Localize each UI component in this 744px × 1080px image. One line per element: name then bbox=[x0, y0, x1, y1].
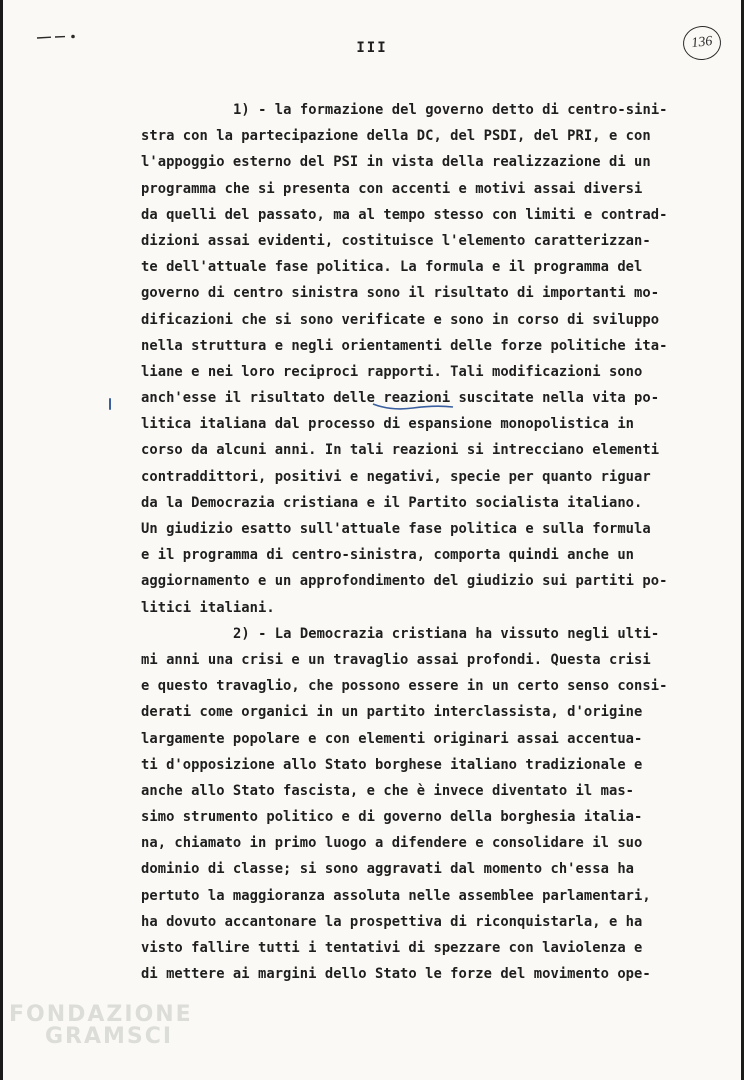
text-line: aggiornamento e un approfondimento del giudizio sui partiti po- bbox=[141, 573, 668, 590]
text-line: da quelli del passato, ma al tempo stesso con limiti e contrad- bbox=[141, 206, 668, 223]
text-line: pertuto la maggioranza assoluta nelle assemblee parlamentari, bbox=[141, 887, 651, 904]
text-line: contraddittori, positivi e negativi, specie per quanto riguar bbox=[141, 468, 651, 485]
text-line: e il programma di centro-sinistra, comporta quindi anche un bbox=[141, 547, 635, 564]
text-line: governo di centro sinistra sono il risultato di importanti mo- bbox=[141, 285, 660, 302]
text-line: litici italiani. bbox=[141, 599, 275, 616]
text-line: visto fallire tutti i tentativi di spezzare con laviolenza e bbox=[141, 940, 643, 956]
text-line: na, chiamato in primo luogo a difendere e consolidare il suo bbox=[141, 835, 643, 852]
text-line: nella struttura e negli orientamenti delle forze politiche ita- bbox=[141, 337, 668, 354]
text-line: anch'esse il risultato delle reazioni suscitate nella vita po- bbox=[141, 390, 660, 407]
text-line: litica italiana dal processo di espansione monopolistica in bbox=[141, 416, 635, 433]
text-line: da la Democrazia cristiana e il Partito socialista italiano. bbox=[141, 494, 643, 511]
text-line: ti d'opposizione allo Stato borghese italiano tradizionale e bbox=[141, 756, 643, 773]
margin-tick-mark bbox=[109, 398, 111, 410]
text-line: dizioni assai evidenti, costituisce l'elemento caratterizzan- bbox=[141, 232, 651, 249]
text-line: dominio di classe; si sono aggravati dal momento ch'essa ha bbox=[141, 861, 635, 878]
text-line: dificazioni che si sono verificate e sono in corso di sviluppo bbox=[141, 311, 660, 328]
watermark-logo bbox=[9, 1004, 193, 1048]
text-line: l'appoggio esterno del PSI in vista della realizzazione di un bbox=[141, 154, 651, 171]
text-line: programma che si presenta con accenti e motivi assai diversi bbox=[141, 180, 643, 197]
archive-stamp: 136 bbox=[681, 24, 722, 62]
text-line: derati come organici in un partito interclassista, d'origine bbox=[141, 704, 643, 721]
text-line: di mettere ai margini dello Stato le forze del movimento ope- bbox=[141, 966, 651, 983]
page-number: III bbox=[356, 40, 388, 56]
watermark-line-2: GRAMSCI bbox=[45, 1024, 174, 1049]
text-line: simo strumento politico e di governo della borghesia italia- bbox=[141, 809, 643, 826]
text-line: largamente popolare e con elementi originari assai accentua- bbox=[141, 730, 643, 747]
text-line: Un giudizio esatto sull'attuale fase politica e sulla formula bbox=[141, 521, 651, 537]
text-line: anche allo Stato fascista, e che è invece diventato il mas- bbox=[141, 782, 635, 799]
text-line: 2) - La Democrazia cristiana ha vissuto negli ulti- bbox=[233, 625, 660, 642]
text-line: ha dovuto accantonare la prospettiva di riconquistarla, e ha bbox=[141, 913, 643, 930]
text-line: te dell'attuale fase politica. La formula e il programma del bbox=[141, 259, 643, 276]
text-line: liane e nei loro reciproci rapporti. Tali modificazioni sono bbox=[141, 363, 643, 380]
text-line: e questo travaglio, che possono essere in un certo senso consi- bbox=[141, 678, 668, 695]
body-text bbox=[141, 97, 711, 987]
text-line: 1) - la formazione del governo detto di centro-sini- bbox=[233, 102, 668, 118]
text-line: stra con la partecipazione della DC, del PSDI, del PRI, e con bbox=[141, 128, 651, 145]
text-line: corso da alcuni anni. In tali reazioni si intrecciano elementi bbox=[141, 442, 660, 459]
text-line: mi anni una crisi e un travaglio assai profondi. Questa crisi bbox=[141, 651, 651, 668]
watermark-line-1: FONDAZIONE bbox=[9, 1002, 193, 1027]
